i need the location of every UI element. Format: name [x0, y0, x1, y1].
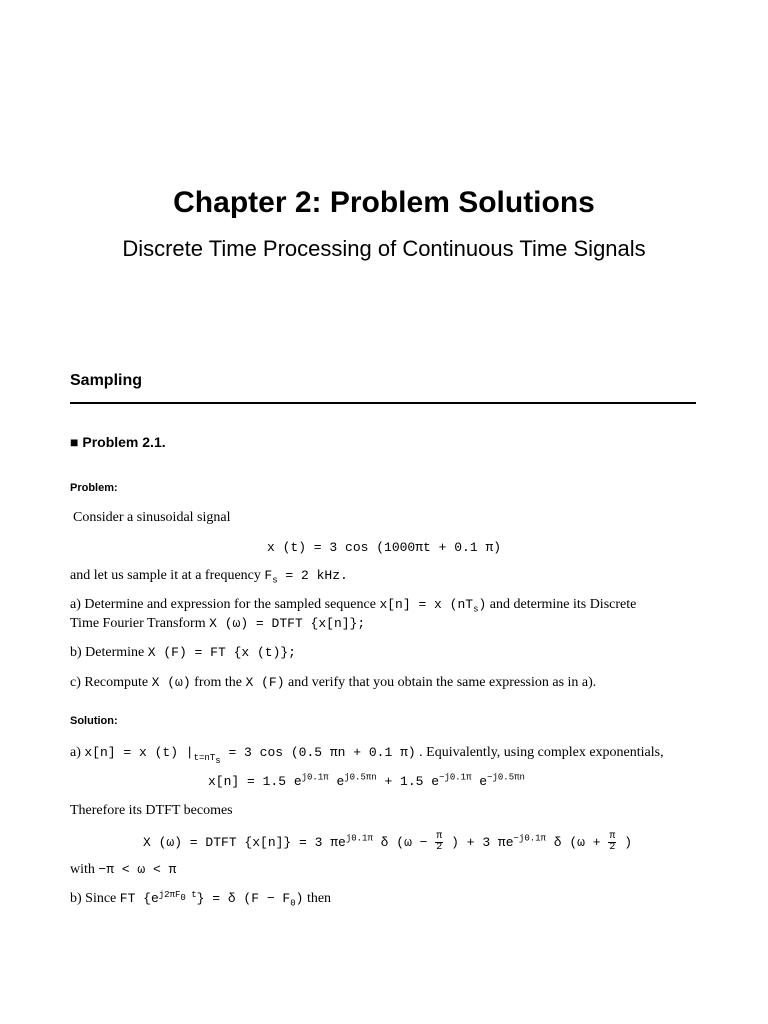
- pi-over-2-fraction: $\frac{\pi}{2}$: [609, 831, 616, 853]
- problem-number: Problem 2.1.: [82, 434, 166, 450]
- pi-over-2-fraction: $\frac{\pi}{2}$: [436, 831, 443, 853]
- problem-intro: Consider a sinusoidal signal: [73, 510, 231, 525]
- chapter-title: Chapter 2: Problem Solutions: [173, 186, 595, 219]
- chapter-subtitle: Discrete Time Processing of Continuous Time Signals: [122, 236, 646, 261]
- dtft-equation: X (ω) = DTFT {x[n]} = 3 $\pi e^{j0.1\pi}$ δ (ω − $\frac{\pi}{2}$ ) + 3 $\pi e^{-j0.1\pi}$ δ (ω + $\frac{\pi}{2}$ ): [143, 831, 632, 853]
- part-c-question: c) Recompute X (ω) from the X (F) and verify that you obtain the same expression as in a).: [70, 675, 597, 690]
- signal-equation: x (t) = 3 cos (1000πt + 0.1 π): [267, 540, 502, 555]
- frequency-range: with −π < ω < π: [70, 862, 177, 877]
- part-a-question-line2: Time Fourier Transform X (ω) = DTFT {x[n]};: [70, 616, 366, 631]
- part-b-question: b) Determine X (F) = FT {x (t)};: [70, 645, 296, 660]
- solution-a-line: a) x[n] = x (t) $|_{t=nT_s} = 3$ cos (0.5 πn + 0.1 π) . Equivalently, using complex exponentials,: [70, 745, 664, 766]
- solution-label: Solution:: [70, 715, 118, 727]
- problem-heading: [70, 434, 166, 450]
- solution-b-line: b) Since FT $\{e^{j2\pi F_0 t}\} = \delta$ $(F - F_0)$ then: [70, 889, 332, 909]
- section-divider: [70, 402, 696, 404]
- part-a-question: a) Determine and expression for the sampled sequence x[n] = x $(nT_s)$ and determine its Discrete: [70, 597, 637, 615]
- section-heading: Sampling: [70, 372, 143, 389]
- bullet-square-icon: ■: [70, 434, 79, 450]
- sampling-statement: and let us sample it at a frequency $F_s = 2$ kHz.: [70, 568, 348, 586]
- dtft-intro: Therefore its DTFT becomes: [70, 803, 233, 818]
- problem-label: Problem:: [70, 482, 118, 494]
- complex-exponential-equation: x[n] = 1.5 $e^{j0.1\pi}$ $e^{j0.5\pi n} + 1.5$ $e^{-j0.1\pi}$ $e^{-j0.5\pi n}$: [208, 772, 525, 789]
